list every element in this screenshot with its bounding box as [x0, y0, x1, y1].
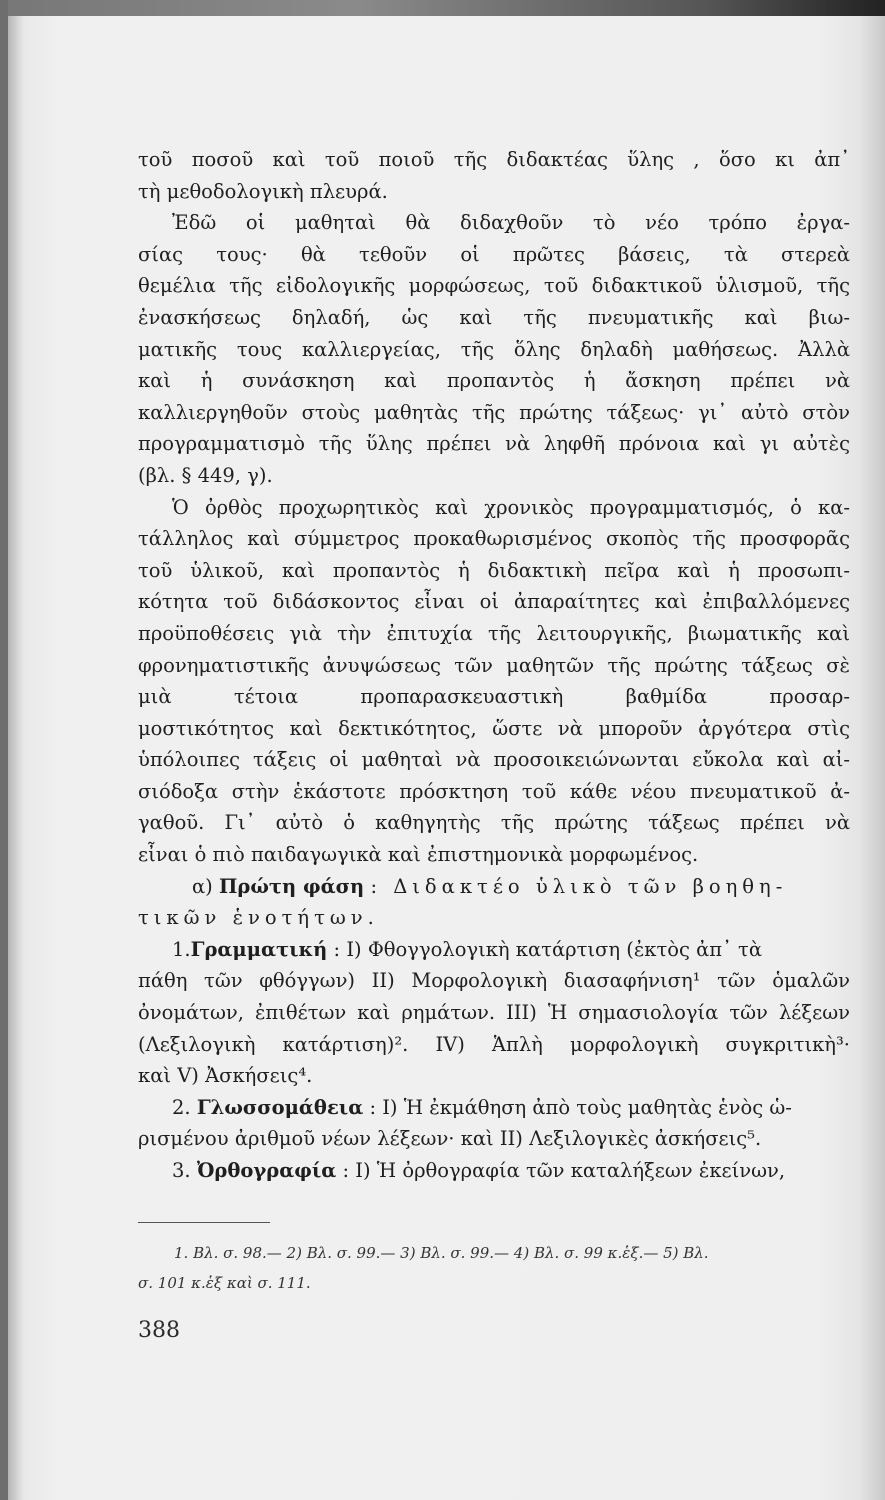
footnote-line: 1. Βλ. σ. 98.— 2) Βλ. σ. 99.— 3) Βλ. σ. 99.— 4) Βλ. σ. 99 κ.ἑξ.— 5) Βλ. [174, 1244, 709, 1262]
text-line: τοῦ ποσοῦ καὶ τοῦ ποιοῦ τῆς διδακτέας ὕλης , ὅσο κι ἀπ᾿ [138, 148, 850, 171]
footnotes [138, 1238, 850, 1298]
text-line: ματικῆς τους καλλιεργείας, τῆς ὅλης δηλαδὴ μαθήσεως. Ἀλλὰ [138, 337, 850, 361]
item-3-text: : I) Ἡ ὀρθογραφία τῶν καταλήξεων ἐκείνων, [342, 1159, 786, 1182]
text-line: τοῦ ὑλικοῦ, καὶ προπαντὸς ἡ διδακτικὴ πεῖρα καὶ ἡ προσωπι- [138, 558, 850, 582]
footnote-rule [138, 1222, 270, 1223]
phase-description: : Διδακτέο ὑλικὸ τῶν βοηθη- [370, 874, 788, 898]
text-line: εἶναι ὁ πιὸ παιδαγωγικὰ καὶ ἐπιστημονικὰ μορφωμένος. [138, 843, 699, 867]
text-line: θεμέλια τῆς εἰδολογικῆς μορφώσεως, τοῦ διδακτικοῦ ὑλισμοῦ, τῆς [138, 274, 850, 298]
text-line: μοστικότητος καὶ δεκτικότητος, ὥστε νὰ μποροῦν ἀργότερα στὶς [138, 716, 850, 740]
text-line: σίας τους· θὰ τεθοῦν οἱ πρῶτες βάσεις, τὰ στερεὰ [138, 242, 850, 266]
text-line: κότητα τοῦ διδάσκοντος εἶναι οἱ ἀπαραίτητες καὶ ἐπιβαλλόμενες [138, 590, 850, 614]
page-number: 388 [138, 1318, 180, 1343]
item-2 [138, 1092, 850, 1124]
item-2-title: Γλωσσομάθεια [196, 1095, 364, 1119]
phase-heading [138, 871, 850, 903]
text-line: ἐνασκήσεως δηλαδή, ὡς καὶ τῆς πνευματικῆς καὶ βιω- [138, 305, 850, 329]
footnote-line: σ. 101 κ.ἑξ καὶ σ. 111. [138, 1274, 311, 1292]
text-line: τάλληλος καὶ σύμμετρος προκαθωρισμένος σκοπὸς τῆς προσφορᾶς [138, 527, 850, 551]
text-line: φρονηματιστικῆς ἀνυψώσεως τῶν μαθητῶν τῆς πρώτης τάξεως σὲ [138, 653, 850, 677]
text-line: γαθοῦ. Γι᾿ αὐτὸ ὁ καθηγητὴς τῆς πρώτης τάξεως πρέπει νὰ [138, 811, 850, 835]
text-line: καὶ ἡ συνάσκηση καὶ προπαντὸς ἡ ἄσκηση πρέπει νὰ [138, 369, 850, 393]
text-line: προγραμματισμὸ τῆς ὕλης πρέπει νὰ ληφθῆ πρόνοια καὶ γι αὐτὲς [138, 432, 850, 456]
item-2-text: : I) Ἡ ἐκμάθηση ἀπὸ τοὺς μαθητὰς ἑνὸς ὡ- [369, 1095, 792, 1119]
phase-description-cont: τικῶν ἑνοτήτων. [138, 906, 379, 930]
item-1-title: Γραμματική [190, 937, 328, 961]
text-line: σιόδοξα στὴν ἑκάστοτε πρόσκτηση τοῦ κάθε νέου πνευματικοῦ ἀ- [138, 779, 850, 803]
text-line: καλλιεργηθοῦν στοὺς μαθητὰς τῆς πρώτης τάξεως· γι᾿ αὐτὸ στὸν [138, 400, 850, 424]
item-3 [138, 1155, 850, 1187]
item-1 [138, 934, 850, 966]
item-3-title: Ὀρθογραφία [196, 1159, 337, 1182]
text-line: ὑπόλοιπες τάξεις οἱ μαθηταὶ νὰ προσοικειώνωνται εὔκολα καὶ αἰ- [138, 748, 850, 772]
text-line: Ἐδῶ οἱ μαθηταὶ θὰ διδαχθοῦν τὸ νέο τρόπο ἐργα- [172, 211, 850, 235]
text-line: καὶ V) Ἀσκήσεις⁴. [138, 1064, 313, 1088]
text-line: τὴ μεθοδολογικὴ πλευρά. [138, 179, 388, 203]
body-text [138, 144, 850, 1187]
text-line: μιὰ τέτοια προπαρασκευαστικὴ βαθμίδα προσαρ- [138, 685, 850, 709]
text-line: προϋποθέσεις γιὰ τὴν ἐπιτυχία τῆς λειτουργικῆς, βιωματικῆς καὶ [138, 621, 850, 645]
item-2-number: 2. [172, 1095, 191, 1119]
text-line: πάθη τῶν φθόγγων) II) Μορφολογικὴ διασαφήνιση¹ τῶν ὁμαλῶν [138, 969, 850, 993]
item-1-number: 1. [172, 937, 191, 961]
item-3-number: 3. [172, 1159, 191, 1182]
scan-top-edge [0, 0, 885, 16]
text-line: (Λεξιλογικὴ κατάρτιση)². IV) Ἁπλὴ μορφολογικὴ συγκριτικὴ³· [138, 1032, 850, 1056]
item-1-text: : I) Φθογγολογικὴ κατάρτιση (ἐκτὸς ἀπ᾿ τὰ [333, 937, 763, 961]
text-line: Ὁ ὀρθὸς προχωρητικὸς καὶ χρονικὸς προγραμματισμός, ὁ κα- [172, 495, 850, 519]
phase-title: Πρώτη φάση [218, 874, 365, 898]
text-line: ρισμένου ἀριθμοῦ νέων λέξεων· καὶ II) Λεξιλογικὲς ἀσκήσεις⁵. [138, 1127, 762, 1151]
scan-left-edge [0, 0, 8, 1500]
text-line: ὀνομάτων, ἐπιθέτων καὶ ρημάτων. III) Ἡ σημασιολογία τῶν λέξεων [138, 1001, 850, 1025]
phase-label: α) [192, 874, 213, 898]
text-line: (βλ. § 449, γ). [138, 463, 273, 487]
